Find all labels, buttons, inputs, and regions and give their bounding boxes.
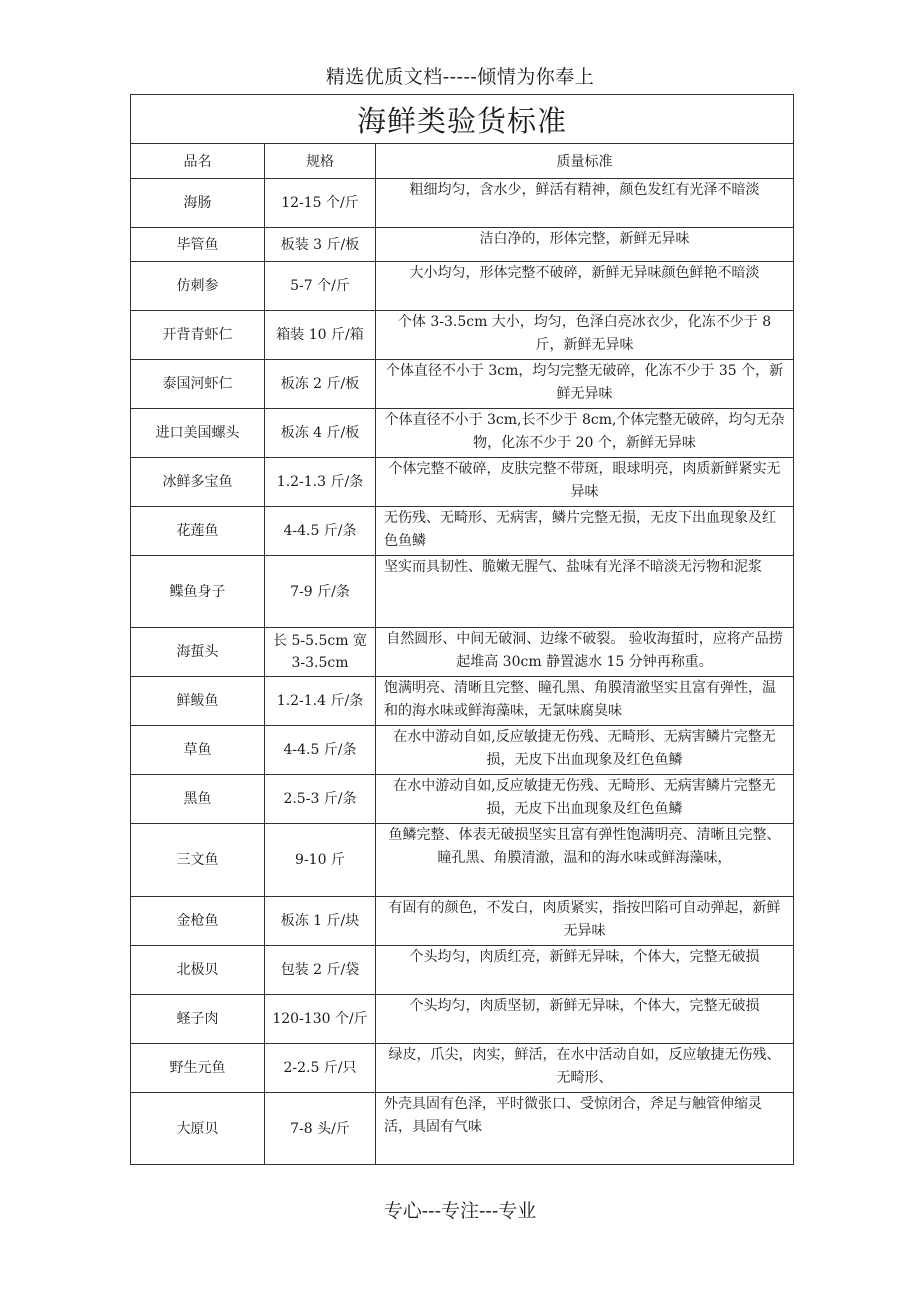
spec-cell: 9-10 斤 — [265, 824, 376, 897]
table-row — [131, 628, 794, 677]
quality-standard-cell: 坚实而具韧性、脆嫩无腥气、盐味有光泽不暗淡无污物和泥浆 — [376, 556, 794, 628]
quality-standard-cell: 个体直径不小于 3cm，均匀完整无破碎，化冻不少于 35 个，新鲜无异味 — [376, 360, 794, 409]
table-row — [131, 179, 794, 228]
spec-cell: 板装 3 斤/板 — [265, 228, 376, 262]
quality-standard-cell: 个体 3-3.5cm 大小，均匀，色泽白亮冰衣少，化冻不少于 8 斤，新鲜无异味 — [376, 311, 794, 360]
product-name-cell: 蛏子肉 — [131, 995, 265, 1044]
spec-cell: 长 5-5.5cm 宽 3-3.5cm — [265, 628, 376, 677]
quality-standard-cell: 个头均匀，肉质坚韧，新鲜无异味，个体大，完整无破损 — [376, 995, 794, 1044]
quality-standard-cell: 自然圆形、中间无破洞、边缘不破裂。 验收海蜇时，应将产品捞起堆高 30cm 静置滤水 15 分钟再称重。 — [376, 628, 794, 677]
spec-cell: 7-8 头/斤 — [265, 1093, 376, 1165]
quality-standard-cell: 粗细均匀，含水少，鲜活有精神，颜色发红有光泽不暗淡 — [376, 179, 794, 228]
quality-standard-cell: 在水中游动自如,反应敏捷无伤残、无畸形、无病害鳞片完整无损，无皮下出血现象及红色鱼鳞 — [376, 726, 794, 775]
table-row — [131, 360, 794, 409]
quality-standard-cell: 外壳具固有色泽，平时微张口、受惊闭合，斧足与触管伸缩灵活，具固有气味 — [376, 1093, 794, 1165]
spec-cell: 5-7 个/斤 — [265, 262, 376, 311]
table-row — [131, 995, 794, 1044]
product-name-cell: 毕管鱼 — [131, 228, 265, 262]
spec-cell: 板冻 1 斤/块 — [265, 897, 376, 946]
table-row — [131, 556, 794, 628]
quality-standard-cell: 在水中游动自如,反应敏捷无伤残、无畸形、无病害鳞片完整无损，无皮下出血现象及红色鱼鳞 — [376, 775, 794, 824]
spec-cell: 板冻 4 斤/板 — [265, 409, 376, 458]
spec-cell: 包装 2 斤/袋 — [265, 946, 376, 995]
table-row — [131, 726, 794, 775]
table-row — [131, 946, 794, 995]
table-title: 海鲜类验货标准 — [131, 95, 794, 144]
spec-cell: 板冻 2 斤/板 — [265, 360, 376, 409]
table-row — [131, 1093, 794, 1165]
product-name-cell: 海肠 — [131, 179, 265, 228]
product-name-cell: 金枪鱼 — [131, 897, 265, 946]
page-header: 精选优质文档-----倾情为你奉上 — [325, 66, 595, 88]
quality-standard-cell: 有固有的颜色，不发白，肉质紧实，指按凹陷可自动弹起，新鲜无异味 — [376, 897, 794, 946]
spec-cell: 4-4.5 斤/条 — [265, 726, 376, 775]
spec-cell: 7-9 斤/条 — [265, 556, 376, 628]
product-name-cell: 黑鱼 — [131, 775, 265, 824]
column-header-name: 品名 — [131, 144, 265, 179]
table-row — [131, 677, 794, 726]
quality-standard-cell: 个体完整不破碎，皮肤完整不带斑，眼球明亮，肉质新鲜紧实无异味 — [376, 458, 794, 507]
column-header-row — [131, 144, 794, 179]
product-name-cell: 鲽鱼身子 — [131, 556, 265, 628]
quality-standard-cell: 个头均匀，肉质红亮，新鲜无异味，个体大，完整无破损 — [376, 946, 794, 995]
title-row — [131, 95, 794, 144]
product-name-cell: 泰国河虾仁 — [131, 360, 265, 409]
spec-cell: 2-2.5 斤/只 — [265, 1044, 376, 1093]
quality-standard-cell: 个体直径不小于 3cm,长不少于 8cm,个体完整无破碎，均匀无杂物，化冻不少于 20 个，新鲜无异味 — [376, 409, 794, 458]
column-header-spec: 规格 — [265, 144, 376, 179]
product-name-cell: 花莲鱼 — [131, 507, 265, 556]
product-name-cell: 仿刺参 — [131, 262, 265, 311]
quality-standard-cell: 饱满明亮、清晰且完整、瞳孔黑、角膜清澈坚实且富有弹性，温和的海水味或鲜海藻味，无氯味腐臭味 — [376, 677, 794, 726]
product-name-cell: 北极贝 — [131, 946, 265, 995]
table-row — [131, 507, 794, 556]
product-name-cell: 大原贝 — [131, 1093, 265, 1165]
quality-standard-cell: 洁白净的，形体完整，新鲜无异味 — [376, 228, 794, 262]
product-name-cell: 开背青虾仁 — [131, 311, 265, 360]
table-row — [131, 824, 794, 897]
spec-cell: 4-4.5 斤/条 — [265, 507, 376, 556]
quality-standard-cell: 鱼鳞完整、体表无破损坚实且富有弹性饱满明亮、清晰且完整、瞳孔黑、角膜清澈，温和的海水味或鲜海藻味， — [376, 824, 794, 897]
quality-standard-cell: 无伤残、无畸形、无病害，鳞片完整无损，无皮下出血现象及红色鱼鳞 — [376, 507, 794, 556]
spec-cell: 12-15 个/斤 — [265, 179, 376, 228]
table-row — [131, 228, 794, 262]
product-name-cell: 鲜鲅鱼 — [131, 677, 265, 726]
column-header-quality: 质量标准 — [376, 144, 794, 179]
product-name-cell: 进口美国螺头 — [131, 409, 265, 458]
product-name-cell: 冰鲜多宝鱼 — [131, 458, 265, 507]
table-row — [131, 775, 794, 824]
spec-cell: 120-130 个/斤 — [265, 995, 376, 1044]
spec-cell: 1.2-1.4 斤/条 — [265, 677, 376, 726]
table-row — [131, 1044, 794, 1093]
product-name-cell: 海蜇头 — [131, 628, 265, 677]
table-row — [131, 311, 794, 360]
product-name-cell: 野生元鱼 — [131, 1044, 265, 1093]
spec-cell: 箱装 10 斤/箱 — [265, 311, 376, 360]
inspection-standards-table — [130, 94, 794, 1165]
quality-standard-cell: 绿皮，爪尖，肉实，鲜活，在水中活动自如，反应敏捷无伤残、无畸形、 — [376, 1044, 794, 1093]
table-row — [131, 458, 794, 507]
page-footer: 专心---专注---专业 — [383, 1200, 537, 1222]
table-row — [131, 897, 794, 946]
spec-cell: 1.2-1.3 斤/条 — [265, 458, 376, 507]
table-row — [131, 262, 794, 311]
product-name-cell: 草鱼 — [131, 726, 265, 775]
spec-cell: 2.5-3 斤/条 — [265, 775, 376, 824]
product-name-cell: 三文鱼 — [131, 824, 265, 897]
quality-standard-cell: 大小均匀，形体完整不破碎，新鲜无异味颜色鲜艳不暗淡 — [376, 262, 794, 311]
table-row — [131, 409, 794, 458]
